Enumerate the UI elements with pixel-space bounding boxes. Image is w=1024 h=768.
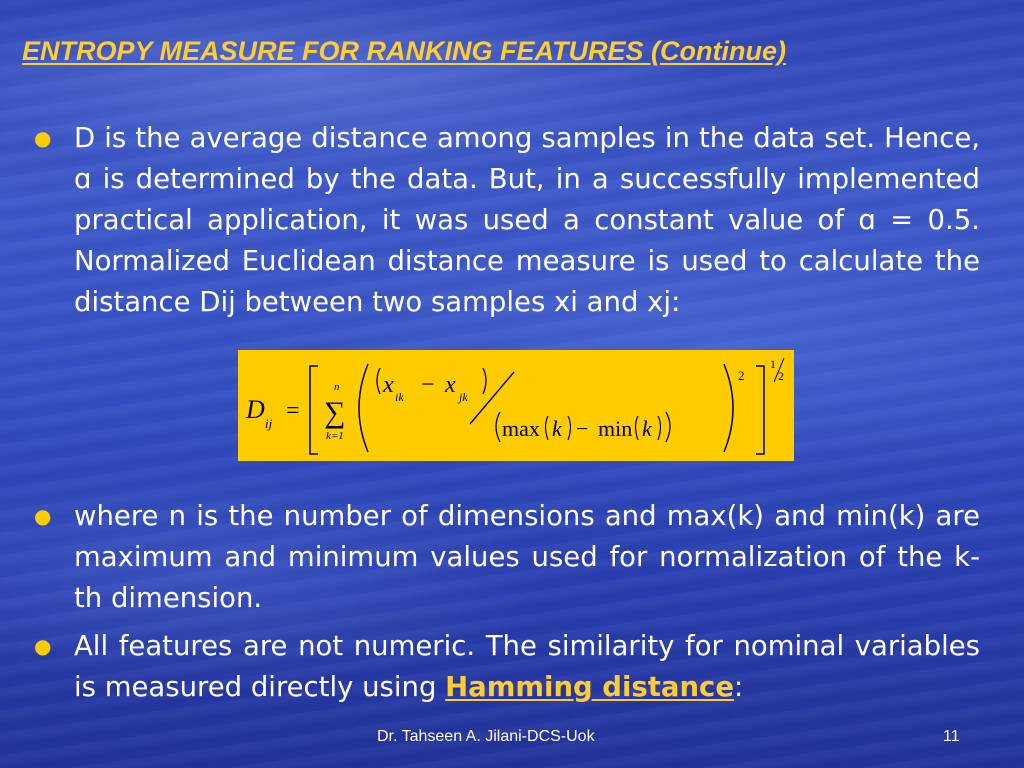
min-left-paren-icon [636,416,639,440]
formula-minus: − [421,372,435,398]
page-number: 11 [943,728,960,745]
bullet-item-3 [34,626,980,708]
bullet-item-1 [34,118,980,323]
formula-n: n [334,381,340,393]
formula-min: min [598,416,633,441]
formula-max: max [502,416,540,441]
formula-half-den: 2 [778,369,784,383]
hamming-distance-link[interactable]: Hamming distance [445,671,735,703]
bullet-dot-icon: ● [34,634,52,658]
formula-ij: ij [265,416,273,431]
bullet-text-3-after: : [734,671,744,703]
bullet-dot-icon: ● [34,126,52,150]
right-bracket-icon [756,366,764,454]
bullet-item-2 [34,496,980,619]
formula-jk: jk [459,390,468,404]
footer-author: Dr. Tahseen A. Jilani-DCS-Uok [377,728,595,745]
formula-D: D [246,395,265,424]
right-paren-icon [724,364,733,452]
min-right-paren-icon [658,416,661,440]
den-right-paren-icon [666,412,670,442]
den-left-paren-icon [496,412,500,442]
formula-x-ik: x [383,372,394,398]
distance-formula [238,350,794,461]
bullet-dot-icon: ● [34,504,52,528]
bullet-text-2: where n is the number of dimensions and max(k) and min(k) are maximum and minimum values used for normalization of the k-th dimension. [74,500,980,614]
left-bracket-icon [310,366,318,454]
max-right-paren-icon [568,416,571,440]
bullet-text-3-before: All features are not numeric. The similarity for nominal variables is measured directly using [74,630,980,703]
left-paren-icon [359,364,368,452]
max-left-paren-icon [546,416,549,440]
slide-title: ENTROPY MEASURE FOR RANKING FEATURES (Continue) [22,36,787,66]
formula-power-2: 2 [738,368,745,383]
num-left-paren-icon [377,368,380,394]
formula-ik: ik [395,390,404,404]
summation-icon: ∑ [324,396,346,429]
bullet-text-1: D is the average distance among samples in the data set. Hence, ɑ is determined by the data. But, in a successfully implemented practical application, it was used a constant value of ɑ = 0.5. Normalized Euclidean distance measure is used to calculate the distance Dij between two samples xi and xj: [74,122,980,318]
formula-half-num: 1 [770,357,776,371]
formula-k-2: k [642,416,652,441]
formula-minus-2: − [576,416,589,441]
num-right-paren-icon [483,368,486,394]
formula-x-jk: x [445,372,456,398]
formula-k-1: k [552,416,562,441]
formula-equals: = [286,398,300,424]
bullet-text-3 [74,626,980,708]
formula-k-eq-1: k=1 [326,430,344,442]
